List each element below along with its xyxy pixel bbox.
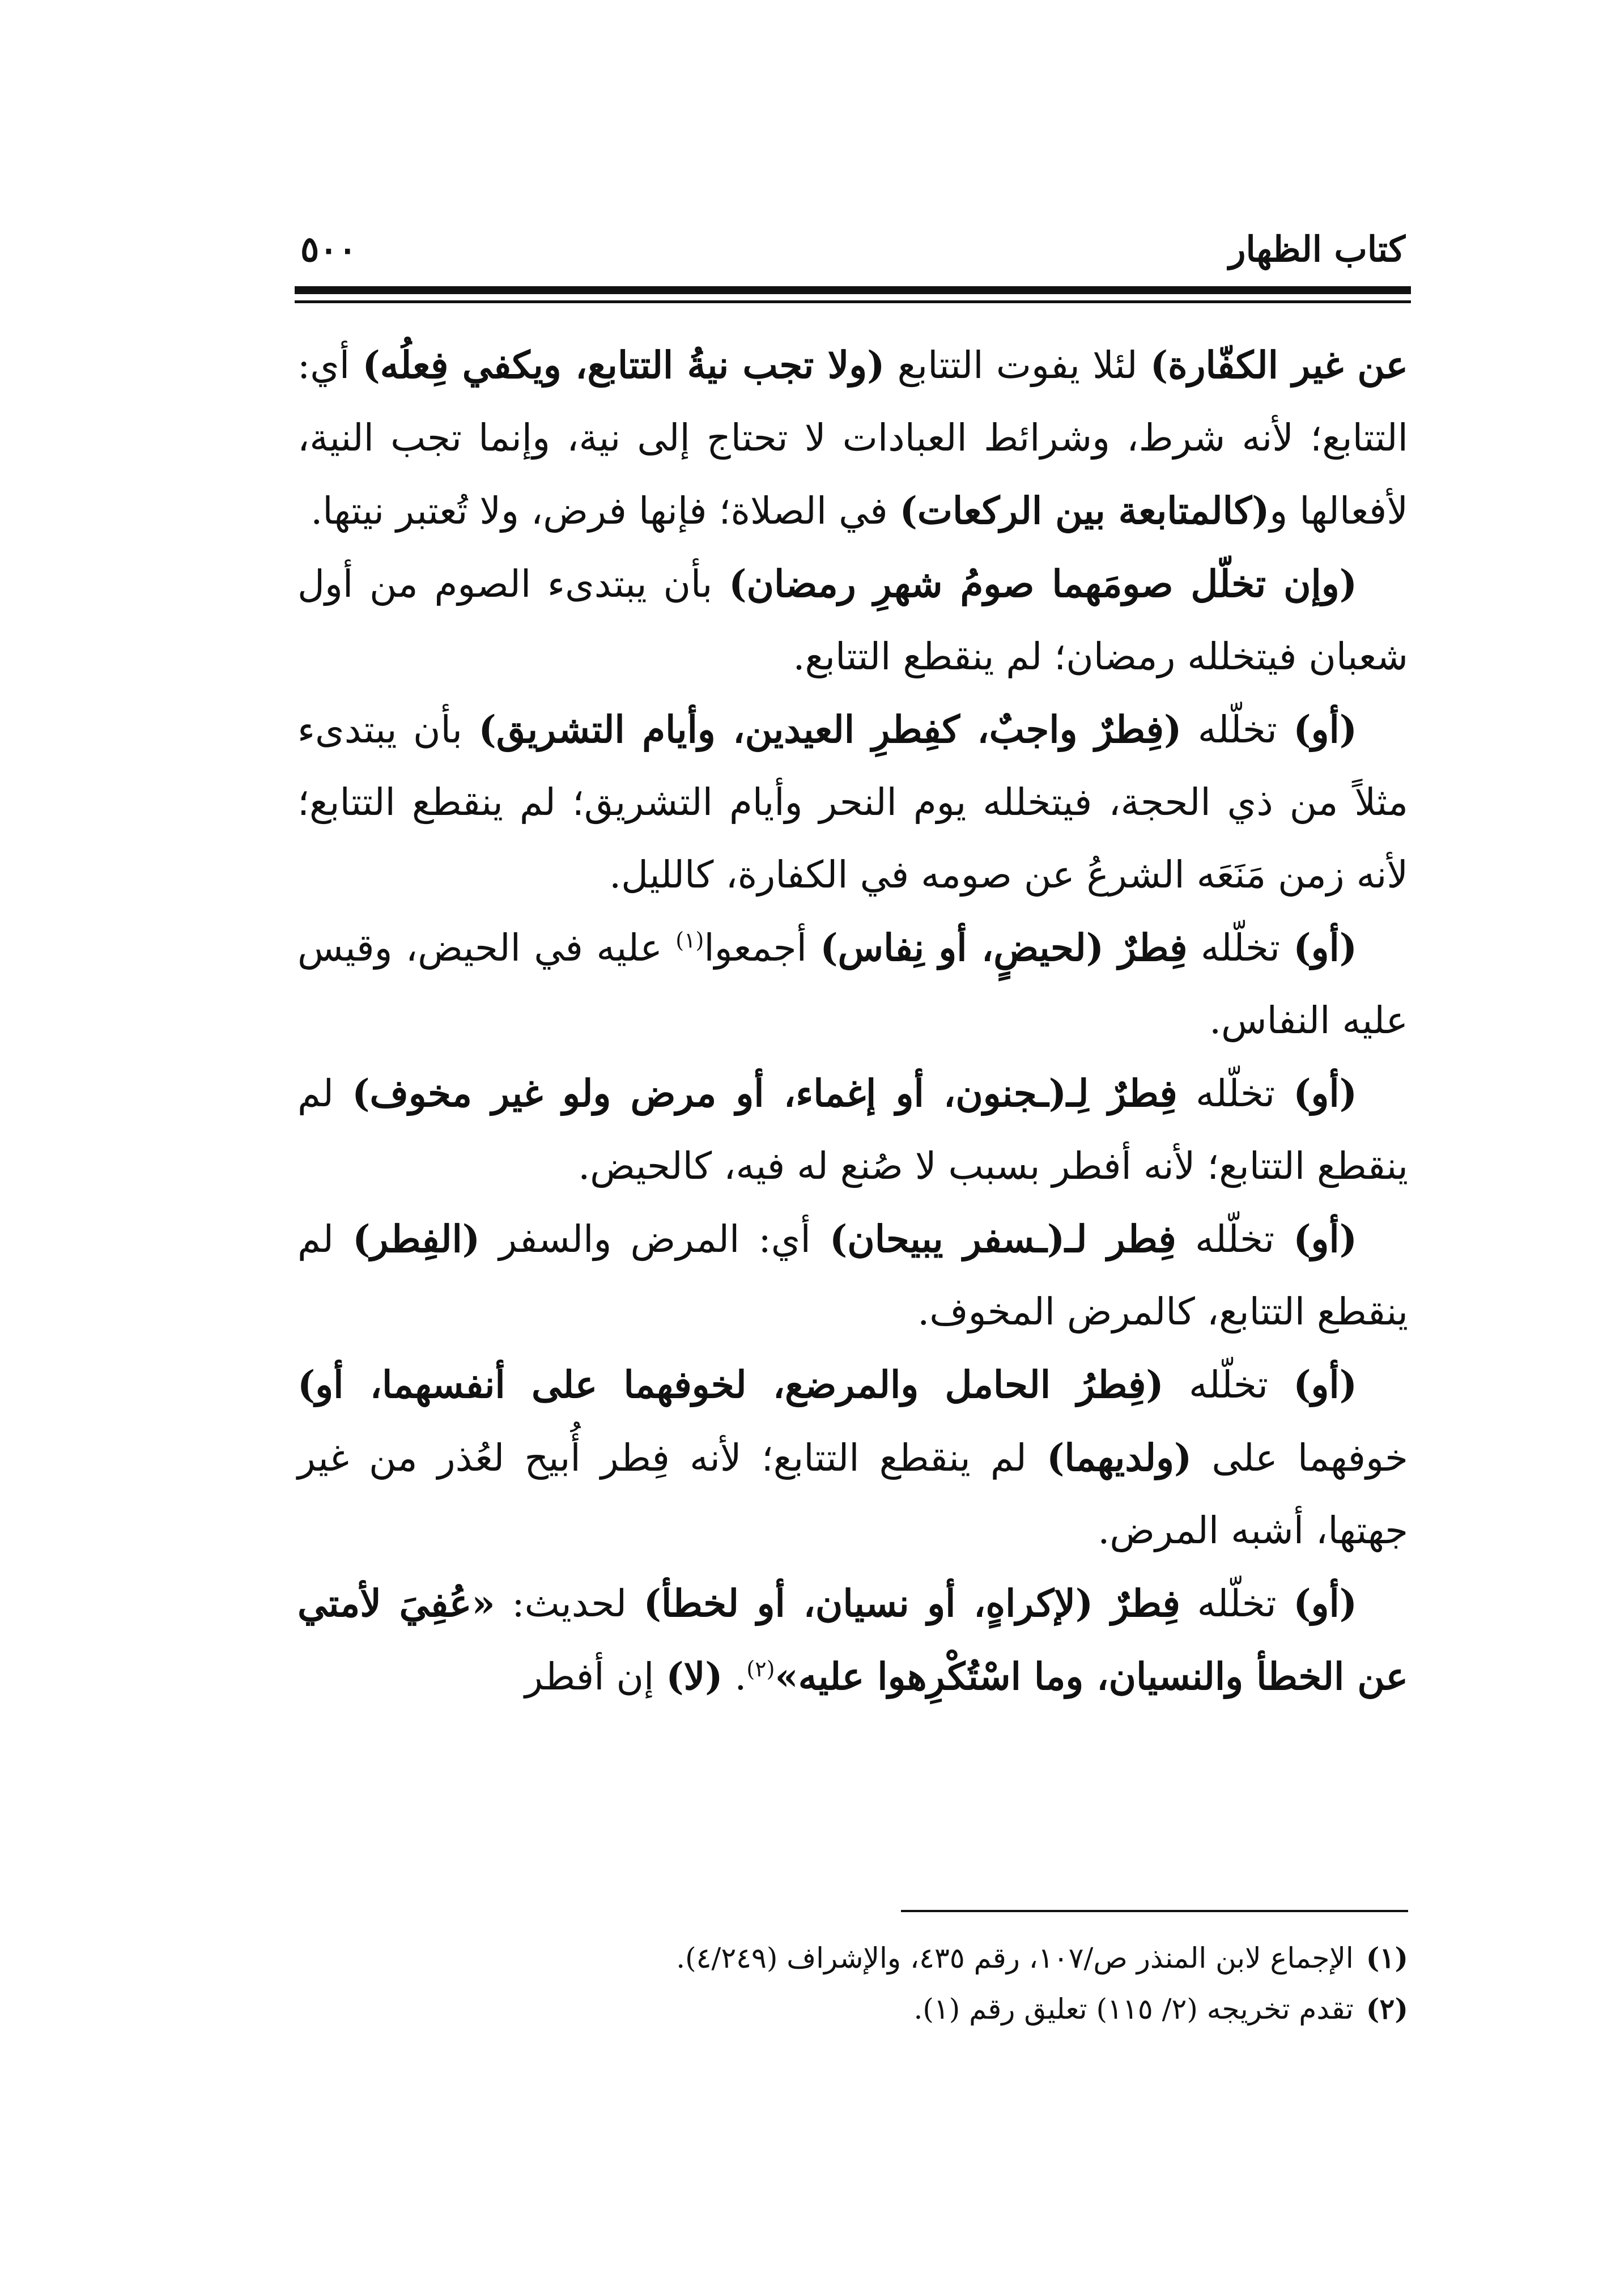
- hadith-quote: «عُفِيَ لأمتي عن الخطأ والنسيان، وما اسْتُكْرِهوا عليه»: [297, 1581, 1408, 1698]
- footnote-text: تقدم تخريجه (٢/ ١١٥) تعليق رقم (١).: [913, 1993, 1354, 2026]
- paragraph-7: [297, 1348, 1408, 1567]
- paragraph-4: [297, 911, 1408, 1057]
- footnote-ref-2[interactable]: (٢): [746, 1657, 775, 1681]
- paragraph-6: [297, 1203, 1408, 1348]
- sharh-text: تخلّله: [1181, 708, 1294, 751]
- paragraph-3: [297, 693, 1408, 911]
- sharh-text: لم ينقطع التتابع؛ لأنه فِطر أُبيح لعُذر من غير جهتها، أشبه المرض.: [297, 1436, 1408, 1552]
- sharh-text: تخلّله: [1187, 926, 1294, 970]
- matn-text: (وإن تخلّل صومَهما صومُ شهرِ رمضان): [729, 562, 1357, 606]
- sharh-text: عليه في الحيض، وقيس عليه النفاس.: [297, 926, 1408, 1042]
- paragraph-5: [297, 1057, 1408, 1203]
- matn-text: (فِطرٌ واجبٌ، كفِطرِ العيدين، وأيام التشريق): [478, 707, 1182, 751]
- footnote-1: [297, 1933, 1408, 1984]
- matn-text: فِطرٌ لِـ(ـجنون، أو إغماء، أو مرض ولو غير مخوف): [352, 1071, 1177, 1115]
- sharh-text: لئلا يفوت التتابع: [885, 343, 1150, 387]
- sharh-text: إن أفطر: [525, 1655, 666, 1698]
- sharh-text: أي: المرض والسفر: [480, 1217, 830, 1261]
- matn-text: (الفِطر): [352, 1217, 481, 1261]
- sharh-text: لحديث:: [495, 1582, 644, 1625]
- footnote-number: (١): [1366, 1941, 1408, 1974]
- matn-text: (أو): [1293, 1217, 1357, 1261]
- matn-text: (أو): [1293, 925, 1358, 970]
- sharh-text: بأن يبتدىء مثلاً من ذي الحجة، فيتخلله يوم النحر وأيام التشريق؛ لم ينقطع التتابع؛ لأنه زمن مَنَعَه الشرعُ عن صومه في الكفارة، كالليل.: [297, 708, 1408, 897]
- footnotes: [297, 1933, 1408, 2035]
- sharh-text: لم ينقطع التتابع، كالمرض المخوف.: [297, 1217, 1408, 1334]
- footnote-separator: [901, 1910, 1408, 1912]
- matn-text: (لا): [666, 1654, 723, 1698]
- matn-text: (أو): [1293, 1581, 1358, 1625]
- paragraph-2: [297, 547, 1408, 693]
- running-header: [300, 227, 1405, 272]
- matn-text: (ولا تجب نيةُ التتابع، ويكفي فِعلُه): [362, 343, 885, 387]
- paragraph-1: [297, 329, 1408, 547]
- matn-text: (فِطرُ الحامل والمرضع، لخوفهما على أنفسهما، أو): [297, 1362, 1164, 1407]
- matn-text: (كالمتابعة بين الركعات): [899, 489, 1270, 533]
- matn-text: (أو): [1293, 1071, 1357, 1115]
- sharh-text: تخلّله: [1180, 1582, 1294, 1625]
- footnote-ref-1[interactable]: (١): [675, 928, 704, 953]
- sharh-text: تخلّله: [1177, 1072, 1294, 1115]
- sharh-text: في الصلاة؛ فإنها فرض، ولا تُعتبر نيتها.: [311, 489, 900, 533]
- sharh-text: تخلّله: [1163, 1363, 1294, 1407]
- footnote-2: [297, 1984, 1408, 2035]
- sharh-text: أي: التتابع؛ لأنه شرط، وشرائط العبادات لا تحتاج إلى نية، وإنما تجب النية، لأفعالها و: [297, 343, 1408, 533]
- footnote-text: الإجماع لابن المنذر ص/١٠٧، رقم ٤٣٥، والإشراف (٤/٢٤٩).: [676, 1942, 1354, 1974]
- sharh-text: لم ينقطع التتابع؛ لأنه أفطر بسبب لا صُنع له فيه، كالحيض.: [297, 1072, 1408, 1188]
- footnote-number: (٢): [1366, 1992, 1408, 2026]
- page-number: ٥٠٠: [300, 228, 357, 270]
- paragraph-8: [297, 1567, 1408, 1713]
- main-text: [297, 329, 1408, 1713]
- matn-text: (ولديهما): [1047, 1436, 1192, 1480]
- matn-text: (أو): [1293, 1362, 1357, 1407]
- matn-text: فِطرٌ (لإكراهٍ، أو نسيان، أو لخطأ): [643, 1581, 1180, 1625]
- matn-text: فِطر لـ(ـسفر يبيحان): [830, 1217, 1176, 1261]
- matn-text: عن غير الكفّارة): [1150, 343, 1408, 387]
- header-rule-thick: [295, 286, 1411, 294]
- matn-text: فِطرٌ (لحيضٍ، أو نِفاس): [820, 925, 1188, 970]
- sharh-text: أجمعوا: [704, 926, 820, 970]
- header-rule-thin: [295, 300, 1411, 303]
- sharh-text: بأن يبتدىء الصوم من أول شعبان فيتخلله رمضان؛ لم ينقطع التتابع.: [297, 562, 1408, 678]
- book-title: كتاب الظهار: [1228, 228, 1405, 270]
- sharh-text: .: [722, 1655, 747, 1698]
- matn-text: (أو): [1293, 707, 1358, 751]
- sharh-text: خوفهما على: [1192, 1436, 1408, 1480]
- sharh-text: تخلّله: [1176, 1217, 1294, 1261]
